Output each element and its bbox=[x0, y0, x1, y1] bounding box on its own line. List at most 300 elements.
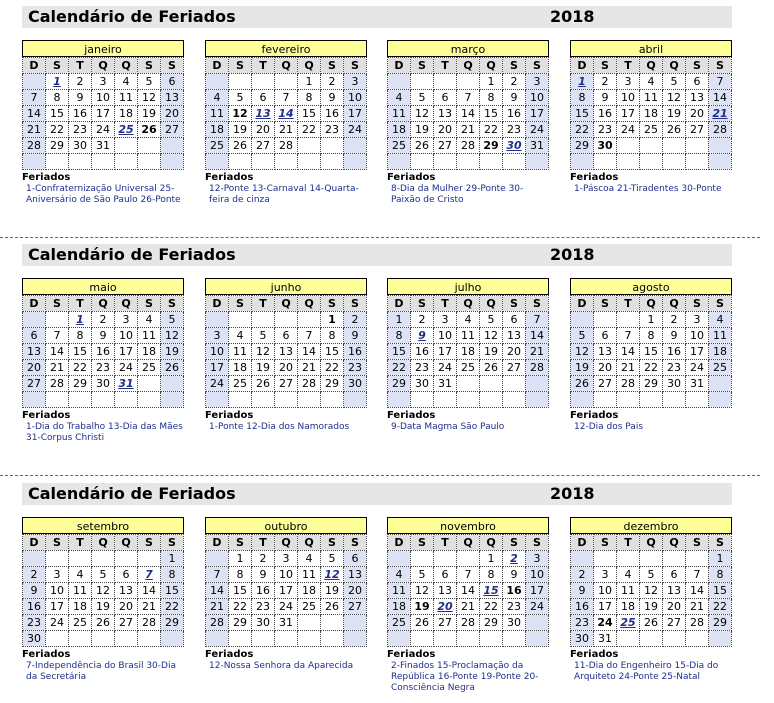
day-cell[interactable]: 2 bbox=[321, 74, 344, 90]
day-cell[interactable]: 13 bbox=[434, 106, 457, 122]
day-cell[interactable]: 20 bbox=[503, 344, 526, 360]
day-cell[interactable]: 29 bbox=[388, 376, 411, 392]
day-cell[interactable]: 9 bbox=[69, 90, 92, 106]
day-cell[interactable]: 4 bbox=[206, 90, 229, 106]
day-cell[interactable] bbox=[206, 74, 229, 90]
day-cell[interactable]: 15 bbox=[69, 344, 92, 360]
day-cell[interactable] bbox=[457, 631, 480, 647]
day-cell[interactable] bbox=[709, 392, 732, 408]
day-cell[interactable] bbox=[206, 392, 229, 408]
day-cell[interactable]: 24 bbox=[617, 122, 640, 138]
day-cell[interactable]: 21 bbox=[298, 360, 321, 376]
day-cell[interactable]: 27 bbox=[23, 376, 46, 392]
day-cell[interactable] bbox=[480, 631, 503, 647]
day-cell[interactable]: 2 bbox=[252, 551, 275, 567]
day-cell[interactable]: 18 bbox=[388, 122, 411, 138]
day-cell[interactable]: 4 bbox=[640, 74, 663, 90]
day-cell[interactable] bbox=[594, 312, 617, 328]
day-cell[interactable]: 19 bbox=[640, 599, 663, 615]
day-cell[interactable] bbox=[434, 551, 457, 567]
day-cell[interactable] bbox=[411, 631, 434, 647]
day-cell[interactable]: 19 bbox=[92, 599, 115, 615]
day-cell[interactable]: 9 bbox=[663, 328, 686, 344]
day-cell[interactable]: 11 bbox=[206, 106, 229, 122]
day-cell[interactable]: 25 bbox=[206, 138, 229, 154]
day-cell[interactable] bbox=[503, 154, 526, 170]
day-cell[interactable]: 28 bbox=[206, 615, 229, 631]
day-cell[interactable] bbox=[640, 392, 663, 408]
day-cell[interactable]: 29 bbox=[571, 138, 594, 154]
day-cell[interactable]: 12 bbox=[252, 344, 275, 360]
day-cell[interactable] bbox=[206, 154, 229, 170]
day-cell[interactable]: 24 bbox=[594, 615, 617, 631]
day-cell[interactable] bbox=[275, 154, 298, 170]
day-cell[interactable] bbox=[686, 392, 709, 408]
day-cell[interactable]: 16 bbox=[503, 106, 526, 122]
day-cell[interactable] bbox=[640, 154, 663, 170]
day-cell[interactable]: 22 bbox=[69, 360, 92, 376]
day-cell[interactable]: 22 bbox=[161, 599, 184, 615]
day-cell[interactable] bbox=[571, 312, 594, 328]
day-cell[interactable]: 5 bbox=[321, 551, 344, 567]
day-cell[interactable] bbox=[115, 154, 138, 170]
day-cell[interactable] bbox=[138, 392, 161, 408]
day-cell[interactable] bbox=[663, 154, 686, 170]
day-cell[interactable]: 23 bbox=[321, 122, 344, 138]
day-cell[interactable]: 24 bbox=[526, 122, 549, 138]
day-cell[interactable] bbox=[46, 312, 69, 328]
day-cell[interactable]: 30 bbox=[252, 615, 275, 631]
day-cell[interactable] bbox=[640, 631, 663, 647]
day-cell[interactable] bbox=[503, 392, 526, 408]
day-cell[interactable] bbox=[503, 631, 526, 647]
day-cell[interactable]: 29 bbox=[69, 376, 92, 392]
day-cell[interactable] bbox=[709, 154, 732, 170]
day-cell[interactable] bbox=[321, 631, 344, 647]
day-cell[interactable]: 9 bbox=[321, 90, 344, 106]
day-cell[interactable]: 13 bbox=[686, 90, 709, 106]
day-cell[interactable]: 16 bbox=[503, 583, 526, 599]
day-cell[interactable]: 18 bbox=[640, 106, 663, 122]
day-cell[interactable]: 14 bbox=[206, 583, 229, 599]
day-cell[interactable] bbox=[252, 154, 275, 170]
day-cell[interactable]: 12 bbox=[138, 90, 161, 106]
day-cell[interactable]: 16 bbox=[92, 344, 115, 360]
day-cell[interactable]: 21 bbox=[686, 599, 709, 615]
day-cell[interactable]: 11 bbox=[457, 328, 480, 344]
day-cell[interactable]: 19 bbox=[229, 122, 252, 138]
day-cell[interactable]: 27 bbox=[161, 122, 184, 138]
day-cell[interactable]: 25 bbox=[69, 615, 92, 631]
day-cell[interactable]: 19 bbox=[480, 344, 503, 360]
day-cell[interactable]: 26 bbox=[252, 376, 275, 392]
day-cell[interactable]: 28 bbox=[298, 376, 321, 392]
day-cell[interactable]: 14 bbox=[617, 344, 640, 360]
day-cell[interactable]: 5 bbox=[138, 74, 161, 90]
day-cell[interactable]: 20 bbox=[663, 599, 686, 615]
day-cell[interactable]: 11 bbox=[388, 583, 411, 599]
day-cell[interactable]: 4 bbox=[69, 567, 92, 583]
day-cell[interactable] bbox=[115, 631, 138, 647]
day-cell[interactable]: 8 bbox=[298, 90, 321, 106]
day-cell[interactable]: 25 bbox=[138, 360, 161, 376]
day-cell[interactable]: 26 bbox=[321, 599, 344, 615]
day-cell[interactable]: 8 bbox=[321, 328, 344, 344]
day-cell[interactable]: 25 bbox=[640, 122, 663, 138]
day-cell[interactable] bbox=[92, 631, 115, 647]
day-cell[interactable] bbox=[480, 154, 503, 170]
day-cell[interactable]: 23 bbox=[92, 360, 115, 376]
day-cell[interactable]: 19 bbox=[411, 122, 434, 138]
day-cell[interactable]: 31 bbox=[92, 138, 115, 154]
day-cell[interactable]: 20 bbox=[594, 360, 617, 376]
day-cell[interactable]: 2 bbox=[92, 312, 115, 328]
day-cell[interactable]: 20 bbox=[275, 360, 298, 376]
day-cell[interactable]: 26 bbox=[571, 376, 594, 392]
day-cell[interactable]: 6 bbox=[115, 567, 138, 583]
day-cell[interactable]: 2 bbox=[594, 74, 617, 90]
day-cell[interactable]: 18 bbox=[617, 599, 640, 615]
day-cell[interactable] bbox=[571, 392, 594, 408]
day-cell[interactable]: 14 bbox=[138, 583, 161, 599]
day-cell[interactable]: 5 bbox=[252, 328, 275, 344]
day-cell[interactable]: 26 bbox=[92, 615, 115, 631]
day-cell[interactable] bbox=[23, 74, 46, 90]
day-cell[interactable]: 17 bbox=[526, 106, 549, 122]
holiday-day-cell[interactable]: 25 bbox=[115, 122, 138, 138]
holiday-day-cell[interactable]: 9 bbox=[411, 328, 434, 344]
day-cell[interactable]: 2 bbox=[344, 312, 367, 328]
day-cell[interactable]: 24 bbox=[434, 360, 457, 376]
day-cell[interactable]: 2 bbox=[663, 312, 686, 328]
day-cell[interactable] bbox=[252, 392, 275, 408]
day-cell[interactable]: 8 bbox=[571, 90, 594, 106]
day-cell[interactable]: 16 bbox=[594, 106, 617, 122]
day-cell[interactable] bbox=[206, 631, 229, 647]
day-cell[interactable]: 22 bbox=[388, 360, 411, 376]
day-cell[interactable]: 1 bbox=[229, 551, 252, 567]
day-cell[interactable]: 23 bbox=[503, 122, 526, 138]
day-cell[interactable]: 5 bbox=[411, 567, 434, 583]
day-cell[interactable] bbox=[138, 551, 161, 567]
day-cell[interactable]: 30 bbox=[663, 376, 686, 392]
day-cell[interactable]: 9 bbox=[92, 328, 115, 344]
day-cell[interactable] bbox=[571, 551, 594, 567]
day-cell[interactable] bbox=[571, 154, 594, 170]
day-cell[interactable]: 11 bbox=[388, 106, 411, 122]
day-cell[interactable] bbox=[138, 138, 161, 154]
day-cell[interactable]: 14 bbox=[46, 344, 69, 360]
day-cell[interactable]: 10 bbox=[275, 567, 298, 583]
day-cell[interactable]: 7 bbox=[686, 567, 709, 583]
day-cell[interactable]: 6 bbox=[686, 74, 709, 90]
day-cell[interactable] bbox=[275, 312, 298, 328]
day-cell[interactable] bbox=[594, 392, 617, 408]
day-cell[interactable] bbox=[138, 154, 161, 170]
day-cell[interactable]: 21 bbox=[206, 599, 229, 615]
day-cell[interactable]: 7 bbox=[23, 90, 46, 106]
day-cell[interactable] bbox=[709, 631, 732, 647]
day-cell[interactable]: 16 bbox=[663, 344, 686, 360]
day-cell[interactable]: 7 bbox=[709, 74, 732, 90]
day-cell[interactable]: 20 bbox=[115, 599, 138, 615]
day-cell[interactable]: 9 bbox=[344, 328, 367, 344]
day-cell[interactable] bbox=[252, 631, 275, 647]
day-cell[interactable] bbox=[663, 551, 686, 567]
day-cell[interactable]: 27 bbox=[115, 615, 138, 631]
day-cell[interactable]: 9 bbox=[252, 567, 275, 583]
day-cell[interactable]: 24 bbox=[206, 376, 229, 392]
day-cell[interactable]: 3 bbox=[686, 312, 709, 328]
day-cell[interactable] bbox=[344, 631, 367, 647]
day-cell[interactable]: 25 bbox=[298, 599, 321, 615]
day-cell[interactable]: 30 bbox=[92, 376, 115, 392]
day-cell[interactable]: 6 bbox=[434, 567, 457, 583]
day-cell[interactable]: 5 bbox=[411, 90, 434, 106]
day-cell[interactable]: 25 bbox=[229, 376, 252, 392]
holiday-day-cell[interactable]: 12 bbox=[321, 567, 344, 583]
day-cell[interactable] bbox=[92, 551, 115, 567]
day-cell[interactable]: 5 bbox=[229, 90, 252, 106]
day-cell[interactable]: 2 bbox=[571, 567, 594, 583]
day-cell[interactable] bbox=[344, 392, 367, 408]
day-cell[interactable]: 6 bbox=[503, 312, 526, 328]
day-cell[interactable] bbox=[480, 376, 503, 392]
day-cell[interactable] bbox=[161, 154, 184, 170]
day-cell[interactable]: 31 bbox=[434, 376, 457, 392]
day-cell[interactable]: 6 bbox=[252, 90, 275, 106]
day-cell[interactable]: 28 bbox=[526, 360, 549, 376]
day-cell[interactable] bbox=[229, 154, 252, 170]
day-cell[interactable]: 18 bbox=[388, 599, 411, 615]
day-cell[interactable]: 21 bbox=[46, 360, 69, 376]
day-cell[interactable]: 17 bbox=[617, 106, 640, 122]
day-cell[interactable] bbox=[457, 551, 480, 567]
day-cell[interactable] bbox=[457, 74, 480, 90]
day-cell[interactable]: 2 bbox=[23, 567, 46, 583]
day-cell[interactable]: 23 bbox=[411, 360, 434, 376]
day-cell[interactable]: 18 bbox=[138, 344, 161, 360]
day-cell[interactable]: 2 bbox=[503, 74, 526, 90]
day-cell[interactable]: 13 bbox=[275, 344, 298, 360]
day-cell[interactable]: 26 bbox=[161, 360, 184, 376]
day-cell[interactable]: 16 bbox=[321, 106, 344, 122]
day-cell[interactable]: 15 bbox=[388, 344, 411, 360]
day-cell[interactable]: 30 bbox=[69, 138, 92, 154]
day-cell[interactable] bbox=[526, 631, 549, 647]
day-cell[interactable]: 6 bbox=[663, 567, 686, 583]
day-cell[interactable]: 21 bbox=[457, 599, 480, 615]
day-cell[interactable]: 9 bbox=[503, 567, 526, 583]
day-cell[interactable] bbox=[388, 74, 411, 90]
day-cell[interactable]: 10 bbox=[344, 90, 367, 106]
day-cell[interactable] bbox=[617, 631, 640, 647]
day-cell[interactable]: 5 bbox=[92, 567, 115, 583]
day-cell[interactable]: 10 bbox=[526, 90, 549, 106]
day-cell[interactable]: 19 bbox=[663, 106, 686, 122]
day-cell[interactable]: 13 bbox=[161, 90, 184, 106]
day-cell[interactable]: 5 bbox=[480, 312, 503, 328]
day-cell[interactable]: 26 bbox=[229, 138, 252, 154]
holiday-day-cell[interactable]: 7 bbox=[138, 567, 161, 583]
day-cell[interactable]: 8 bbox=[480, 90, 503, 106]
day-cell[interactable]: 23 bbox=[69, 122, 92, 138]
day-cell[interactable]: 12 bbox=[161, 328, 184, 344]
day-cell[interactable]: 22 bbox=[709, 599, 732, 615]
day-cell[interactable] bbox=[503, 376, 526, 392]
day-cell[interactable]: 13 bbox=[663, 583, 686, 599]
day-cell[interactable] bbox=[138, 376, 161, 392]
day-cell[interactable] bbox=[709, 138, 732, 154]
day-cell[interactable]: 7 bbox=[617, 328, 640, 344]
day-cell[interactable]: 24 bbox=[344, 122, 367, 138]
holiday-day-cell[interactable]: 15 bbox=[480, 583, 503, 599]
holiday-day-cell[interactable]: 13 bbox=[252, 106, 275, 122]
day-cell[interactable]: 29 bbox=[480, 615, 503, 631]
day-cell[interactable] bbox=[138, 631, 161, 647]
day-cell[interactable]: 27 bbox=[275, 376, 298, 392]
day-cell[interactable]: 10 bbox=[617, 90, 640, 106]
day-cell[interactable] bbox=[457, 154, 480, 170]
day-cell[interactable] bbox=[23, 312, 46, 328]
day-cell[interactable]: 18 bbox=[457, 344, 480, 360]
day-cell[interactable]: 18 bbox=[229, 360, 252, 376]
day-cell[interactable]: 26 bbox=[138, 122, 161, 138]
day-cell[interactable]: 30 bbox=[23, 631, 46, 647]
holiday-day-cell[interactable]: 31 bbox=[115, 376, 138, 392]
day-cell[interactable]: 12 bbox=[92, 583, 115, 599]
day-cell[interactable]: 22 bbox=[229, 599, 252, 615]
day-cell[interactable]: 4 bbox=[709, 312, 732, 328]
holiday-day-cell[interactable]: 14 bbox=[275, 106, 298, 122]
day-cell[interactable]: 7 bbox=[457, 567, 480, 583]
day-cell[interactable] bbox=[617, 154, 640, 170]
day-cell[interactable] bbox=[663, 631, 686, 647]
day-cell[interactable]: 7 bbox=[457, 90, 480, 106]
day-cell[interactable]: 17 bbox=[275, 583, 298, 599]
day-cell[interactable]: 8 bbox=[388, 328, 411, 344]
day-cell[interactable]: 1 bbox=[298, 74, 321, 90]
day-cell[interactable]: 30 bbox=[571, 631, 594, 647]
day-cell[interactable] bbox=[388, 631, 411, 647]
day-cell[interactable]: 8 bbox=[229, 567, 252, 583]
day-cell[interactable] bbox=[617, 392, 640, 408]
day-cell[interactable]: 16 bbox=[69, 106, 92, 122]
day-cell[interactable] bbox=[206, 312, 229, 328]
day-cell[interactable]: 2 bbox=[69, 74, 92, 90]
day-cell[interactable]: 4 bbox=[388, 90, 411, 106]
day-cell[interactable]: 20 bbox=[434, 122, 457, 138]
day-cell[interactable] bbox=[434, 392, 457, 408]
day-cell[interactable]: 17 bbox=[526, 583, 549, 599]
day-cell[interactable]: 6 bbox=[23, 328, 46, 344]
day-cell[interactable]: 19 bbox=[138, 106, 161, 122]
day-cell[interactable]: 7 bbox=[298, 328, 321, 344]
day-cell[interactable]: 16 bbox=[411, 344, 434, 360]
day-cell[interactable]: 15 bbox=[321, 344, 344, 360]
day-cell[interactable] bbox=[434, 74, 457, 90]
day-cell[interactable]: 30 bbox=[594, 138, 617, 154]
day-cell[interactable]: 9 bbox=[23, 583, 46, 599]
day-cell[interactable]: 17 bbox=[92, 106, 115, 122]
day-cell[interactable]: 28 bbox=[23, 138, 46, 154]
day-cell[interactable]: 11 bbox=[709, 328, 732, 344]
day-cell[interactable]: 12 bbox=[640, 583, 663, 599]
day-cell[interactable]: 29 bbox=[229, 615, 252, 631]
day-cell[interactable] bbox=[594, 154, 617, 170]
day-cell[interactable]: 22 bbox=[46, 122, 69, 138]
day-cell[interactable]: 23 bbox=[594, 122, 617, 138]
day-cell[interactable]: 7 bbox=[46, 328, 69, 344]
day-cell[interactable]: 23 bbox=[344, 360, 367, 376]
day-cell[interactable]: 23 bbox=[23, 615, 46, 631]
day-cell[interactable] bbox=[321, 615, 344, 631]
day-cell[interactable] bbox=[69, 631, 92, 647]
day-cell[interactable]: 14 bbox=[709, 90, 732, 106]
day-cell[interactable]: 6 bbox=[161, 74, 184, 90]
day-cell[interactable] bbox=[640, 551, 663, 567]
day-cell[interactable]: 1 bbox=[709, 551, 732, 567]
day-cell[interactable]: 15 bbox=[571, 106, 594, 122]
day-cell[interactable]: 31 bbox=[686, 376, 709, 392]
day-cell[interactable] bbox=[23, 392, 46, 408]
day-cell[interactable] bbox=[321, 154, 344, 170]
day-cell[interactable]: 17 bbox=[206, 360, 229, 376]
day-cell[interactable] bbox=[480, 392, 503, 408]
day-cell[interactable] bbox=[115, 551, 138, 567]
day-cell[interactable]: 28 bbox=[686, 615, 709, 631]
holiday-day-cell[interactable]: 21 bbox=[709, 106, 732, 122]
day-cell[interactable]: 28 bbox=[709, 122, 732, 138]
day-cell[interactable]: 24 bbox=[275, 599, 298, 615]
day-cell[interactable]: 30 bbox=[411, 376, 434, 392]
day-cell[interactable]: 20 bbox=[686, 106, 709, 122]
day-cell[interactable]: 26 bbox=[640, 615, 663, 631]
day-cell[interactable] bbox=[46, 551, 69, 567]
day-cell[interactable]: 13 bbox=[503, 328, 526, 344]
day-cell[interactable] bbox=[344, 154, 367, 170]
day-cell[interactable] bbox=[275, 631, 298, 647]
day-cell[interactable]: 19 bbox=[321, 583, 344, 599]
day-cell[interactable]: 10 bbox=[686, 328, 709, 344]
holiday-day-cell[interactable]: 30 bbox=[503, 138, 526, 154]
day-cell[interactable]: 23 bbox=[503, 599, 526, 615]
day-cell[interactable]: 12 bbox=[480, 328, 503, 344]
day-cell[interactable] bbox=[388, 392, 411, 408]
day-cell[interactable]: 3 bbox=[434, 312, 457, 328]
day-cell[interactable]: 15 bbox=[46, 106, 69, 122]
day-cell[interactable]: 3 bbox=[617, 74, 640, 90]
day-cell[interactable] bbox=[344, 138, 367, 154]
day-cell[interactable] bbox=[115, 392, 138, 408]
day-cell[interactable]: 4 bbox=[457, 312, 480, 328]
day-cell[interactable]: 30 bbox=[344, 376, 367, 392]
day-cell[interactable]: 22 bbox=[571, 122, 594, 138]
day-cell[interactable]: 14 bbox=[526, 328, 549, 344]
day-cell[interactable]: 19 bbox=[161, 344, 184, 360]
day-cell[interactable] bbox=[69, 551, 92, 567]
day-cell[interactable]: 7 bbox=[526, 312, 549, 328]
day-cell[interactable] bbox=[526, 376, 549, 392]
day-cell[interactable]: 30 bbox=[503, 615, 526, 631]
day-cell[interactable] bbox=[298, 631, 321, 647]
day-cell[interactable]: 20 bbox=[252, 122, 275, 138]
day-cell[interactable]: 11 bbox=[69, 583, 92, 599]
day-cell[interactable]: 1 bbox=[480, 551, 503, 567]
day-cell[interactable]: 13 bbox=[594, 344, 617, 360]
day-cell[interactable]: 21 bbox=[138, 599, 161, 615]
day-cell[interactable]: 21 bbox=[526, 344, 549, 360]
